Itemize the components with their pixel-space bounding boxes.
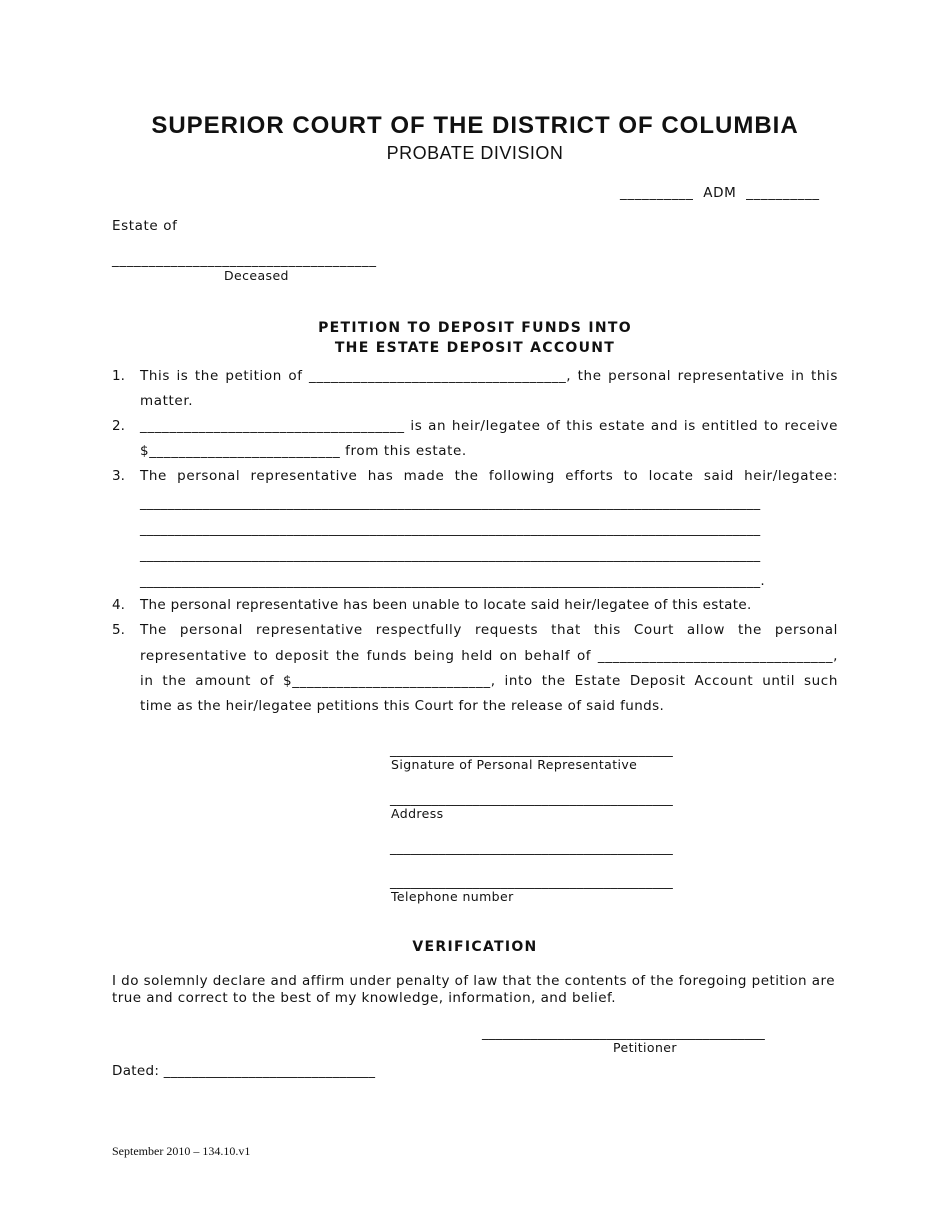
verification-line-2: true and correct to the best of my knowledge, information, and belief. <box>112 990 616 1006</box>
item-number: 3. <box>112 468 125 484</box>
efforts-line[interactable]: _________________________________________________________________________________________ <box>140 495 761 511</box>
item-3-line-1: The personal representative has made the following efforts to locate said heir/legatee: <box>140 468 838 484</box>
court-name: SUPERIOR COURT OF THE DISTRICT OF COLUMBIA <box>151 112 799 139</box>
item-5-line-3[interactable]: in the amount of $___________________________, into the Estate Deposit Account until such <box>140 673 838 689</box>
telephone-field[interactable]: _________________________________________ <box>390 874 673 890</box>
address-field-2[interactable]: _________________________________________ <box>390 840 673 856</box>
item-2-line-2[interactable]: $__________________________ from this estate. <box>140 443 467 459</box>
efforts-line[interactable]: _________________________________________________________________________________________. <box>140 573 765 589</box>
telephone-label: Telephone number <box>391 889 514 904</box>
signature-field[interactable]: _________________________________________ <box>390 742 673 758</box>
item-5-line-1: The personal representative respectfully requests that this Court allow the personal <box>140 622 838 638</box>
estate-label: Estate of <box>112 218 178 234</box>
item-number: 4. <box>112 597 125 613</box>
address-field[interactable]: _________________________________________ <box>390 791 673 807</box>
efforts-line[interactable]: _________________________________________________________________________________________ <box>140 547 761 563</box>
petition-title-line2: THE ESTATE DEPOSIT ACCOUNT <box>334 340 616 356</box>
division-name: PROBATE DIVISION <box>386 143 564 163</box>
case-number-field[interactable]: __________ ADM __________ <box>620 185 820 201</box>
item-number: 5. <box>112 622 125 638</box>
address-label: Address <box>391 806 444 821</box>
efforts-line[interactable]: _________________________________________________________________________________________ <box>140 521 761 537</box>
item-4-line-1: The personal representative has been unable to locate said heir/legatee of this estate. <box>140 597 752 613</box>
signature-label: Signature of Personal Representative <box>391 757 638 772</box>
petitioner-label: Petitioner <box>613 1040 677 1055</box>
item-1-line-1[interactable]: This is the petition of ___________________________________, the personal representative in this <box>140 368 838 384</box>
deceased-label: Deceased <box>224 268 289 283</box>
petitioner-signature-field[interactable]: _________________________________________ <box>482 1025 765 1041</box>
item-number: 2. <box>112 418 125 434</box>
petition-title-line1: PETITION TO DEPOSIT FUNDS INTO <box>318 320 632 336</box>
verification-line-1: I do solemnly declare and affirm under penalty of law that the contents of the foregoing petition are <box>112 973 835 989</box>
item-number: 1. <box>112 368 125 384</box>
estate-name-field[interactable]: ____________________________________ <box>112 252 377 268</box>
form-id: September 2010 – 134.10.v1 <box>112 1144 251 1158</box>
verification-title: VERIFICATION <box>412 939 538 955</box>
item-1-line-2: matter. <box>140 393 194 409</box>
item-5-line-2[interactable]: representative to deposit the funds being held on behalf of ________________________________, <box>140 648 838 664</box>
item-5-line-4: time as the heir/legatee petitions this Court for the release of said funds. <box>140 698 665 714</box>
dated-field[interactable]: Dated: ______________________________ <box>112 1063 376 1079</box>
item-2-line-1[interactable]: ____________________________________ is an heir/legatee of this estate and is entitled to receive <box>140 418 838 434</box>
